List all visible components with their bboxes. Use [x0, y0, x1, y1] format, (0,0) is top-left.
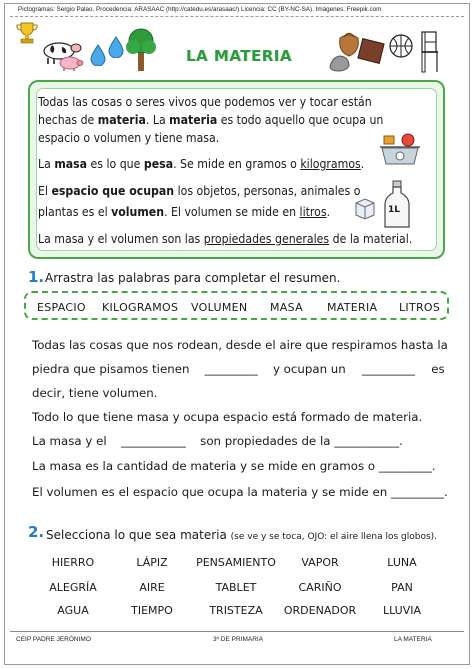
- ice-cube-icon: [352, 196, 378, 222]
- exercise-line: [32, 434, 403, 448]
- exercise-text: El volumen es el espacio que ocupa la materia y se mide en: [32, 485, 388, 499]
- option-word[interactable]: AIRE: [139, 581, 165, 594]
- question-1-instruction: Arrastra las palabras para completar el resumen.: [45, 271, 341, 285]
- summary-text: . Se mide en gramos o: [173, 157, 301, 171]
- summary-text: hechas de: [38, 113, 98, 127]
- option-word[interactable]: TRISTEZA: [209, 604, 263, 617]
- question-2-instruction: [46, 528, 437, 542]
- draggable-word[interactable]: MASA: [270, 301, 303, 314]
- option-word[interactable]: CARIÑO: [298, 581, 342, 594]
- summary-text: es lo que: [87, 157, 144, 171]
- water-drop-icon: [108, 36, 124, 58]
- footer-divider: [10, 631, 464, 632]
- chair-icon: [418, 30, 442, 74]
- drop-blank-litros[interactable]: _________.: [390, 485, 448, 499]
- exercise-line: [32, 485, 448, 499]
- credits-text: Pictogramas: Sergio Palao. Procedencia: ARASAAC (http://catedu.es/arasaac/) Licencia: CC (BY-NC-SA). Imágenes: Freepik.com: [18, 6, 382, 13]
- summary-line-2: [38, 112, 383, 128]
- footer-school: CEIP PADRE JERÓNIMO: [16, 636, 91, 643]
- summary-text: Todas las cosas o seres vivos que podemos ver y tocar están: [38, 95, 372, 109]
- water-drop-icon: [90, 44, 106, 66]
- option-word[interactable]: LLUVIA: [382, 604, 422, 617]
- draggable-word[interactable]: LITROS: [399, 301, 441, 314]
- summary-underlined: kilogramos: [300, 157, 361, 171]
- summary-line-6: [38, 204, 330, 220]
- exercise-line: [32, 362, 445, 376]
- summary-text: La masa y el volumen son las: [38, 232, 204, 246]
- bottle-label: 1L: [388, 205, 400, 215]
- drop-blank-materia[interactable]: ___________.: [334, 434, 403, 448]
- question-2-number: 2.: [28, 523, 45, 541]
- option-word[interactable]: AGUA: [57, 604, 89, 617]
- drop-blank-kilogramos[interactable]: _________.: [378, 459, 436, 473]
- summary-text: plantas es el: [38, 205, 112, 219]
- draggable-word[interactable]: ESPACIO: [37, 301, 86, 314]
- option-word[interactable]: TABLET: [215, 581, 257, 594]
- draggable-word[interactable]: KILOGRAMOS: [102, 301, 179, 314]
- option-word[interactable]: TIEMPO: [131, 604, 173, 617]
- option-word[interactable]: PENSAMIENTO: [196, 556, 276, 569]
- summary-text: . La: [145, 113, 170, 127]
- summary-text: espacio o volumen y tiene masa.: [38, 131, 220, 145]
- option-word[interactable]: PAN: [391, 581, 413, 594]
- drop-blank-espacio[interactable]: _________: [361, 362, 416, 376]
- exercise-line: Todo lo que tiene masa y ocupa espacio está formado de materia.: [32, 410, 423, 424]
- exercise-text: La masa es la cantidad de materia y se mide en gramos o: [32, 459, 376, 473]
- tree-icon: [124, 27, 158, 73]
- exercise-text: es: [431, 362, 445, 376]
- summary-line-1: [38, 94, 372, 110]
- summary-keyword: masa: [54, 157, 88, 171]
- summary-line-7: [38, 231, 412, 247]
- option-word[interactable]: ALEGRÍA: [49, 581, 97, 594]
- summary-line-3: [38, 130, 219, 146]
- summary-text: .: [326, 205, 331, 219]
- option-word[interactable]: VAPOR: [301, 556, 339, 569]
- header-divider: [10, 16, 464, 17]
- question-1-number: 1.: [28, 268, 45, 286]
- option-word[interactable]: LÁPIZ: [136, 556, 168, 569]
- option-word[interactable]: LUNA: [387, 556, 417, 569]
- pig-icon: [58, 54, 84, 72]
- footer-grade: 3º DE PRIMARIA: [213, 636, 264, 643]
- summary-text: de la material.: [329, 232, 413, 246]
- question-2-hint: (se ve y se toca, OJO: el aire llena los globos).: [230, 532, 438, 542]
- option-word[interactable]: HIERRO: [51, 556, 95, 569]
- summary-line-5: [38, 183, 360, 199]
- summary-text: . El volumen se mide en: [164, 205, 300, 219]
- draggable-word[interactable]: VOLUMEN: [191, 301, 248, 314]
- summary-underlined: propiedades generales: [203, 232, 330, 246]
- summary-text: La: [38, 157, 55, 171]
- summary-text: El: [38, 184, 52, 198]
- exercise-line: [32, 459, 436, 473]
- summary-keyword: espacio que ocupan: [51, 184, 175, 198]
- basketball-icon: [388, 33, 414, 59]
- summary-keyword: materia: [97, 113, 146, 127]
- summary-keyword: materia: [169, 113, 218, 127]
- summary-underlined: litros: [299, 205, 327, 219]
- exercise-text: La masa y el: [32, 434, 107, 448]
- book-icon: [356, 36, 386, 66]
- option-word[interactable]: ORDENADOR: [283, 604, 357, 617]
- exercise-line: Todas las cosas que nos rodean, desde el aire que respiramos hasta la: [32, 338, 448, 352]
- footer-topic: LA MATERIA: [394, 636, 432, 643]
- summary-line-4: [38, 156, 364, 172]
- trophy-icon: [14, 20, 40, 46]
- exercise-text: y ocupan un: [272, 362, 346, 376]
- question-2-text: Selecciona lo que sea materia: [46, 528, 227, 542]
- page-title: LA MATERIA: [186, 47, 292, 65]
- drop-blank-masa[interactable]: _________: [204, 362, 258, 376]
- scale-icon: [378, 128, 422, 168]
- summary-keyword: pesa: [143, 157, 174, 171]
- summary-text: es todo aquello que ocupa un: [217, 113, 384, 127]
- exercise-line: decir, tiene volumen.: [32, 386, 158, 400]
- exercise-text: son propiedades de la: [200, 434, 331, 448]
- draggable-word[interactable]: MATERIA: [327, 301, 378, 314]
- summary-text: .: [360, 157, 365, 171]
- exercise-text: piedra que pisamos tienen: [32, 362, 190, 376]
- summary-text: los objetos, personas, animales o: [174, 184, 361, 198]
- summary-keyword: volumen: [111, 205, 165, 219]
- drop-blank-volumen[interactable]: ___________: [120, 434, 186, 448]
